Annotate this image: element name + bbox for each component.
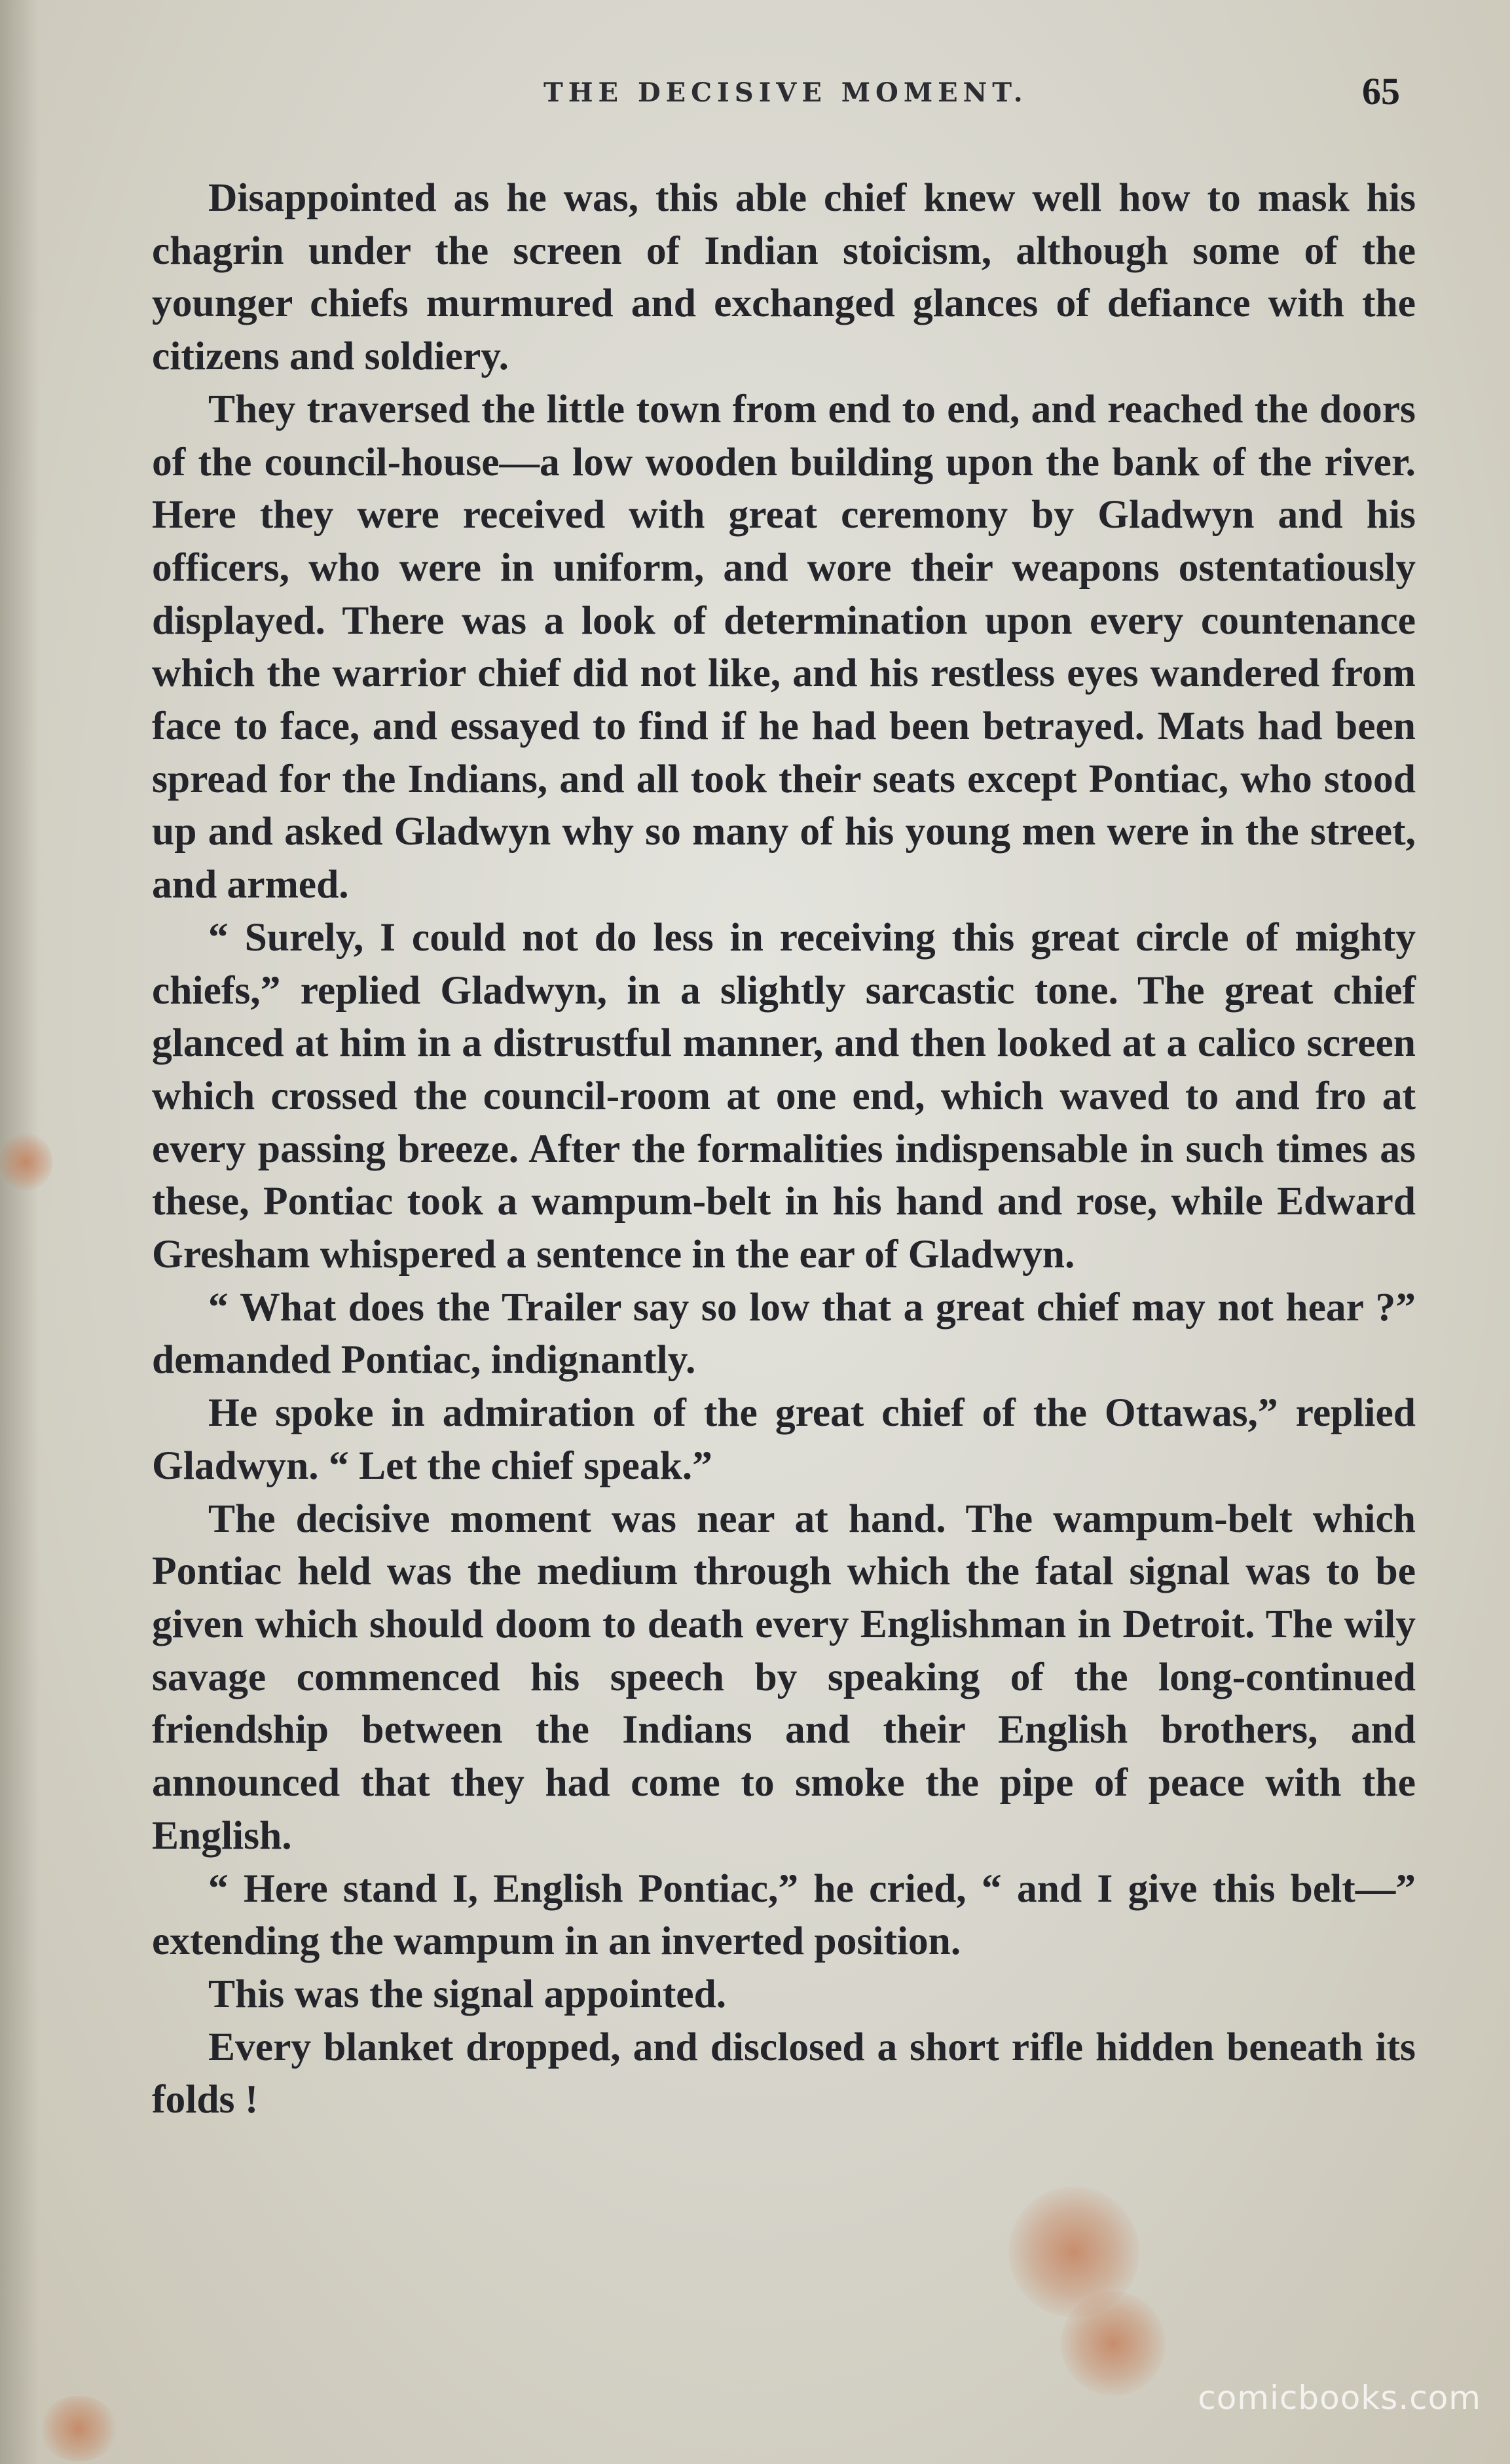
paragraph-5: He spoke in admiration of the great chief of the Ottawas,” replied Gladwyn. “ Let the chief speak.”	[152, 1390, 1416, 1488]
page-number: 65	[1362, 70, 1400, 113]
paragraph-8: This was the signal appointed.	[208, 1971, 727, 2016]
foxing-stain	[0, 1132, 52, 1191]
paragraph-3: “ Surely, I could not do less in receiving this great circle of mighty chiefs,” replied Gladwyn, in a slightly sarcastic tone. The great chief glanced at him in a distrustful manner, and then looked at a calico screen which crossed the council-room at one end, which waved to and fro at every passing breeze. After the formalities indispensable in such times as these, Pontiac took a wampum-belt in his hand and rose, while Edward Gresham whispered a sentence in the ear of Gladwyn.	[152, 915, 1416, 1277]
body-text	[152, 172, 1416, 2126]
spine-shadow	[0, 0, 39, 2464]
paragraph-1: Disappointed as he was, this able chief knew well how to mask his chagrin under the screen of Indian stoicism, although some of the younger chiefs murmured and exchanged glances of defiance with the citizens and soldiery.	[152, 175, 1416, 379]
paragraph-9: Every blanket dropped, and disclosed a short rifle hidden beneath its folds !	[152, 2024, 1416, 2122]
foxing-stain	[1061, 2291, 1166, 2396]
page-header	[0, 65, 1510, 118]
foxing-stain	[39, 2396, 118, 2461]
paragraph-6: The decisive moment was near at hand. The wampum-belt which Pontiac held was the medium through which the fatal signal was to be given which should doom to death every Englishman in Detroit. The wily savage commenced his speech by speaking of the long-continued friendship between the Indians and their English brothers, and announced that they had come to smoke the pipe of peace with the English.	[152, 1496, 1416, 1858]
paragraph-2: They traversed the little town from end to end, and reached the doors of the council-house—a low wooden building upon the bank of the river. Here they were received with great ceremony by Gladwyn and his officers, who were in uniform, and wore their weapons ostentatiously displayed. There was a look of determination upon every countenance which the warrior chief did not like, and his restless eyes wandered from face to face, and essayed to find if he had been betrayed. Mats had been spread for the Indians, and all took their seats except Pontiac, who stood up and asked Gladwyn why so many of his young men were in the street, and armed.	[152, 386, 1416, 907]
running-head: THE DECISIVE MOMENT.	[543, 77, 1028, 108]
paragraph-7: “ Here stand I, English Pontiac,” he cried, “ and I give this belt—” extending the wampum in an inverted position.	[152, 1866, 1416, 1964]
paragraph-4: “ What does the Trailer say so low that a great chief may not hear ?” demanded Pontiac, indignantly.	[152, 1284, 1416, 1383]
watermark: comicbooks.com	[1198, 2379, 1481, 2417]
